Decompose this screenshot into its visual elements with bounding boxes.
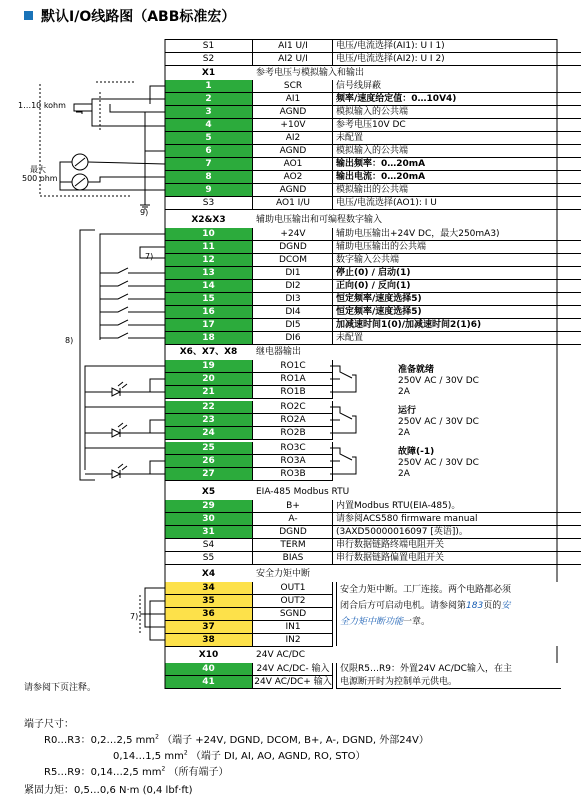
terminal-signal: AO1 I/U <box>252 197 333 210</box>
terminal-description: 辅助电压输出的公共端 <box>332 241 581 254</box>
terminal-signal: DI3 <box>252 293 333 306</box>
terminal-number: 14 <box>165 280 252 293</box>
terminal-signal: RO3B <box>252 468 333 481</box>
footer-line-3: 0,14…1,5 $mm^2$ （端子 DI, AI, AO, AGND, RO, STO） <box>113 749 366 762</box>
terminal-signal: BIAS <box>252 552 333 565</box>
terminal-signal: IN2 <box>252 634 333 647</box>
relay-l2: 2A <box>398 428 410 438</box>
terminal-number: 18 <box>165 332 252 345</box>
terminal-description: 正向(0) / 反向(1) <box>332 280 581 293</box>
terminal-number: 7 <box>165 158 252 171</box>
section-name: 辅助电压输出和可编程数字输入 <box>256 215 383 225</box>
pot-label: 1…10 kohm <box>18 101 66 110</box>
section-id: X6、X7、X8 <box>179 347 238 357</box>
terminal-number: S5 <box>165 552 252 565</box>
terminal-signal: B+ <box>252 500 333 513</box>
terminal-signal: RO3C <box>252 442 333 455</box>
terminal-signal: AO2 <box>252 171 333 184</box>
terminal-signal: 24V AC/DC- 输入 <box>252 663 333 676</box>
terminal-description: 电压/电流选择(AO1): I U <box>332 197 581 210</box>
terminal-number: 2 <box>165 93 252 106</box>
section-id: X1 <box>201 68 216 78</box>
max-ohm-label: 500 ohm <box>22 174 58 183</box>
terminal-description: 数字输入公共端 <box>332 254 581 267</box>
note-9: 9) <box>140 208 149 217</box>
terminal-number: 37 <box>165 621 252 634</box>
relay-block <box>398 406 548 439</box>
terminal-signal: AO1 <box>252 158 333 171</box>
section-name: 参考电压与模拟输入和输出 <box>256 68 365 78</box>
terminal-signal: DGND <box>252 526 333 539</box>
terminal-description: 模拟输入的公共端 <box>332 106 581 119</box>
terminal-signal: IN1 <box>252 621 333 634</box>
terminal-signal: DI2 <box>252 280 333 293</box>
relay-l2: 2A <box>398 387 410 397</box>
terminal-signal: OUT1 <box>252 582 333 595</box>
terminal-number: S2 <box>165 53 252 66</box>
terminal-signal: RO2A <box>252 414 333 427</box>
terminal-number: 1 <box>165 80 252 93</box>
terminal-number: 29 <box>165 500 252 513</box>
section-name: 安全力矩中断 <box>256 569 311 579</box>
terminal-signal: SGND <box>252 608 333 621</box>
terminal-signal: RO2B <box>252 427 333 440</box>
terminal-description: 未配置 <box>332 332 581 345</box>
terminal-signal: DI4 <box>252 306 333 319</box>
terminal-number: 25 <box>165 442 252 455</box>
terminal-signal: AGND <box>252 145 333 158</box>
terminal-number: 9 <box>165 184 252 197</box>
note-7b: 7) <box>130 612 139 621</box>
terminal-number: 34 <box>165 582 252 595</box>
terminal-description: 信号线屏蔽 <box>332 80 581 93</box>
terminal-number: 19 <box>165 360 252 373</box>
sto-chapter-link[interactable]: 全力矩中断功能 <box>340 617 404 627</box>
terminal-signal: TERM <box>252 539 333 552</box>
terminal-description: 电压/电流选择(AI2): U I 2) <box>332 53 581 66</box>
terminal-signal: DGND <box>252 241 333 254</box>
terminal-signal: DI1 <box>252 267 333 280</box>
terminal-signal: 24V AC/DC+ 输入 <box>252 676 333 689</box>
terminal-signal: RO1A <box>252 373 333 386</box>
terminal-signal: +24V <box>252 228 333 241</box>
terminal-signal: AI1 U/I <box>252 40 333 53</box>
section-name: 继电器输出 <box>256 347 302 357</box>
terminal-description: 内置Modbus RTU(EIA-485)。 <box>332 500 581 513</box>
terminal-description: 请参阅ACS580 firmware manual <box>332 513 581 526</box>
terminal-signal: RO3A <box>252 455 333 468</box>
terminal-number: 16 <box>165 306 252 319</box>
terminal-signal: DI5 <box>252 319 333 332</box>
section-id: X10 <box>198 650 219 660</box>
terminal-number: 5 <box>165 132 252 145</box>
supply-description: 仅限R5…R9：外置24V AC/DC输入，在主 电源断开时为控制单元供电。 <box>336 663 561 689</box>
terminal-description: 模拟输出的公共端 <box>332 184 581 197</box>
terminal-signal: AI2 <box>252 132 333 145</box>
relay-l1: 250V AC / 30V DC <box>398 417 479 427</box>
section-id: X5 <box>201 487 216 497</box>
terminal-number: S4 <box>165 539 252 552</box>
terminal-signal: SCR <box>252 80 333 93</box>
terminal-signal: RO1B <box>252 386 333 399</box>
terminal-number: 11 <box>165 241 252 254</box>
terminal-signal: A- <box>252 513 333 526</box>
terminal-number: 6 <box>165 145 252 158</box>
footer-line-5: 紧固力矩：0,5…0,6 N·m (0,4 lbf·ft) <box>24 785 193 796</box>
terminal-number: 36 <box>165 608 252 621</box>
terminal-number: 38 <box>165 634 252 647</box>
max-label: 最大 <box>30 165 46 174</box>
relay-l1: 250V AC / 30V DC <box>398 458 479 468</box>
terminal-number: 35 <box>165 595 252 608</box>
relay-block <box>398 447 548 480</box>
section-id: X4 <box>201 569 216 579</box>
terminal-description: 电压/电流选择(AI1): U I 1) <box>332 40 581 53</box>
relay-title: 故障(-1) <box>398 447 435 457</box>
terminal-description: 停止(0) / 启动(1) <box>332 267 581 280</box>
terminal-number: S1 <box>165 40 252 53</box>
terminal-number: 15 <box>165 293 252 306</box>
terminal-description: 模拟输入的公共端 <box>332 145 581 158</box>
sto-description: 安全力矩中断。工厂连接。两个电路都必须 闭合后方可启动电机。请参阅第183页的安 全力矩中断功能一章。 <box>336 582 561 646</box>
notes-reference: 请参阅下页注释。 <box>24 683 97 693</box>
relay-l2: 2A <box>398 469 410 479</box>
terminal-description: (3AXD50000016097 [英语])。 <box>332 526 581 539</box>
terminal-number: 31 <box>165 526 252 539</box>
terminal-number: 22 <box>165 401 252 414</box>
terminal-signal: AGND <box>252 184 333 197</box>
terminal-description: 加减速时间1(0)/加减速时间2(1)6) <box>332 319 581 332</box>
terminal-number: 30 <box>165 513 252 526</box>
note-7a: 7) <box>145 252 154 261</box>
terminal-signal: AI2 U/I <box>252 53 333 66</box>
section-name: EIA-485 Modbus RTU <box>256 487 350 497</box>
terminal-number: 40 <box>165 663 252 676</box>
section-id: X2&X3 <box>191 215 226 225</box>
terminal-number: 24 <box>165 427 252 440</box>
relay-l1: 250V AC / 30V DC <box>398 376 479 386</box>
footer-line-2: R0…R3：0,2…2,5 $mm^2$ （端子 +24V, DGND, DCOM, B+, A-, DGND, 外部24V） <box>44 733 429 746</box>
terminal-signal: OUT2 <box>252 595 333 608</box>
terminal-description: 输出频率：0…20mA <box>332 158 581 171</box>
terminal-number: 23 <box>165 414 252 427</box>
page-title-text: 默认I/O线路图（ABB标准宏） <box>41 9 236 25</box>
terminal-number: S3 <box>165 197 252 210</box>
terminal-number: 4 <box>165 119 252 132</box>
note-8: 8) <box>65 336 74 345</box>
relay-title: 准备就绪 <box>398 365 435 375</box>
terminal-signal: DI6 <box>252 332 333 345</box>
relay-block <box>398 365 548 398</box>
relay-title: 运行 <box>398 406 417 416</box>
terminal-signal: RO2C <box>252 401 333 414</box>
terminal-number: 21 <box>165 386 252 399</box>
terminal-description: 参考电压10V DC <box>332 119 581 132</box>
terminal-description: 输出电流：0…20mA <box>332 171 581 184</box>
terminal-signal: RO1C <box>252 360 333 373</box>
terminal-number: 41 <box>165 676 252 689</box>
terminal-signal: AGND <box>252 106 333 119</box>
terminal-number: 3 <box>165 106 252 119</box>
terminal-description: 未配置 <box>332 132 581 145</box>
terminal-description: 辅助电压输出+24V DC，最大250mA3) <box>332 228 581 241</box>
terminal-signal: AI1 <box>252 93 333 106</box>
terminal-number: 17 <box>165 319 252 332</box>
terminal-description: 恒定频率/速度选择5) <box>332 306 581 319</box>
terminal-number: 26 <box>165 455 252 468</box>
section-name: 24V AC/DC <box>256 650 305 660</box>
terminal-number: 20 <box>165 373 252 386</box>
footer-line-4: R5…R9：0,14…2,5 $mm^2$ （所有端子） <box>44 765 229 778</box>
terminal-signal: DCOM <box>252 254 333 267</box>
terminal-number: 13 <box>165 267 252 280</box>
terminal-number: 12 <box>165 254 252 267</box>
terminal-number: 10 <box>165 228 252 241</box>
terminal-description: 频率/速度给定值：0…10V4) <box>332 93 581 106</box>
terminal-description: 恒定频率/速度选择5) <box>332 293 581 306</box>
terminal-description: 串行数据链路偏置电阻开关 <box>332 552 581 565</box>
terminal-number: 8 <box>165 171 252 184</box>
footer-line-1: 端子尺寸： <box>24 719 74 730</box>
terminal-signal: +10V <box>252 119 333 132</box>
terminal-description: 串行数据链路终端电阻开关 <box>332 539 581 552</box>
terminal-number: 27 <box>165 468 252 481</box>
